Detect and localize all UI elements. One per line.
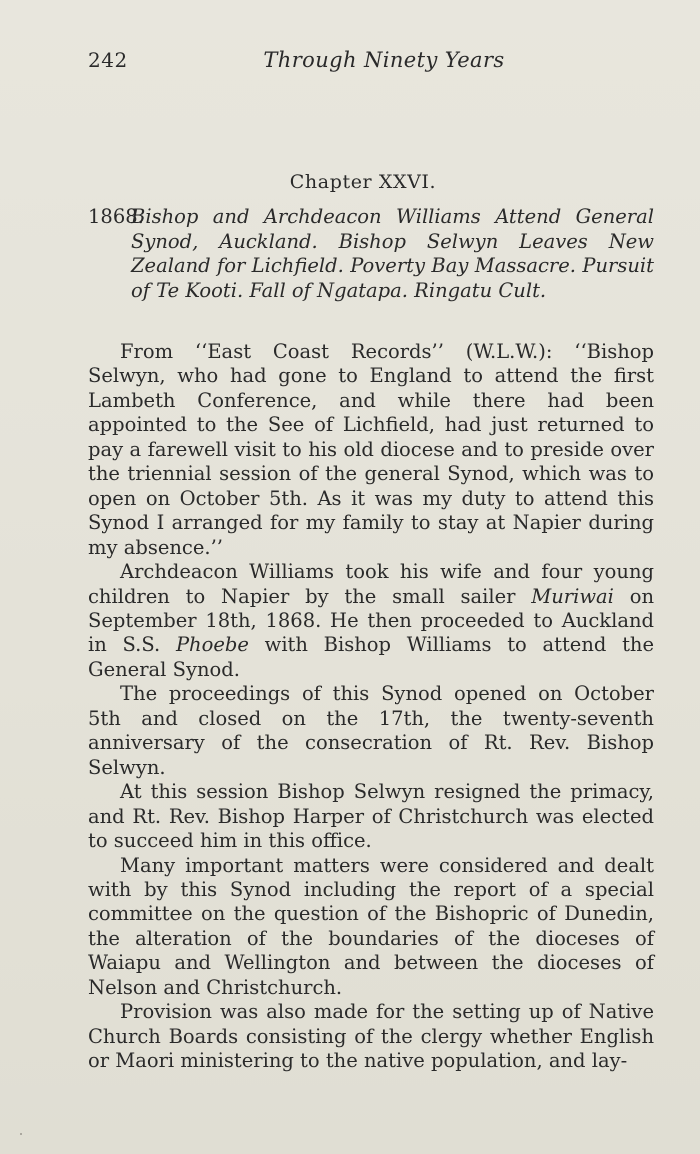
paragraph-text: Archdeacon Williams took his wife and four young children to Napier by the small sailer — [88, 560, 654, 608]
paragraph-text: Many important matters were considered and dealt with by this Synod including the report of a special committee on the question of the Bishopric of Dunedin, the alteration of the boundaries of the dioceses of Waiapu and Wellington and between the dioceses of Nelson and Christchurch. — [88, 853, 654, 999]
paragraph — [88, 682, 654, 780]
paragraph-text: From ‘‘East Coast Records’’ (W.L.W.): ‘‘Bishop Selwyn, who had gone to England to attend the first Lambeth Conference, and while there had been appointed to the See of Lichfield, had just returned to pay a farewell visit to his old diocese and to preside over the triennial session of the general Synod, which was to open on October 5th. As it was my duty to attend this Synod I arranged for my family to stay at Napier during my absence.’’ — [88, 340, 654, 559]
paper-speck — [20, 1133, 22, 1135]
paragraph — [88, 780, 654, 853]
page-header — [88, 48, 654, 80]
paragraph-text: At this session Bishop Selwyn resigned the primacy, and Rt. Rev. Bishop Harper of Christchurch was elected to succeed him in this office. — [88, 780, 654, 853]
paragraph — [88, 340, 654, 560]
paragraph — [88, 1000, 654, 1073]
paragraph — [88, 560, 654, 682]
paragraph-text: Provision was also made for the setting up of Native Church Boards consisting of the clergy whether English or Maori ministering to the native population, and lay- — [88, 1000, 654, 1073]
chapter-heading — [0, 171, 700, 193]
ship-name: Muriwai — [531, 584, 614, 608]
page-number: 242 — [88, 48, 128, 72]
paragraph — [88, 854, 654, 1001]
running-title: Through Ninety Years — [263, 48, 505, 72]
summary-year: 1868. — [88, 205, 144, 228]
paragraph-text: The proceedings of this Synod opened on October 5th and closed on the 17th, the twenty-seventh anniversary of the consecration of Rt. Rev. Bishop Selwyn. — [88, 682, 654, 779]
chapter-heading-text: Chapter XXVI. — [289, 171, 437, 193]
paragraph-text: on September 18th, 1868. He then proceeded to Auckland in S.S. — [88, 584, 654, 657]
paragraph-text: with Bishop Williams to attend the General Synod. — [88, 633, 654, 681]
chapter-summary — [88, 205, 654, 303]
ship-name: Phoebe — [175, 633, 249, 657]
summary-text: Bishop and Archdeacon Williams Attend General Synod, Auckland. Bishop Selwyn Leaves New Zealand for Lichfield. Poverty Bay Massacre. Pursuit of Te Kooti. Fall of Ngatapa. Ringatu Cult. — [131, 205, 654, 302]
body-text — [88, 340, 654, 1074]
